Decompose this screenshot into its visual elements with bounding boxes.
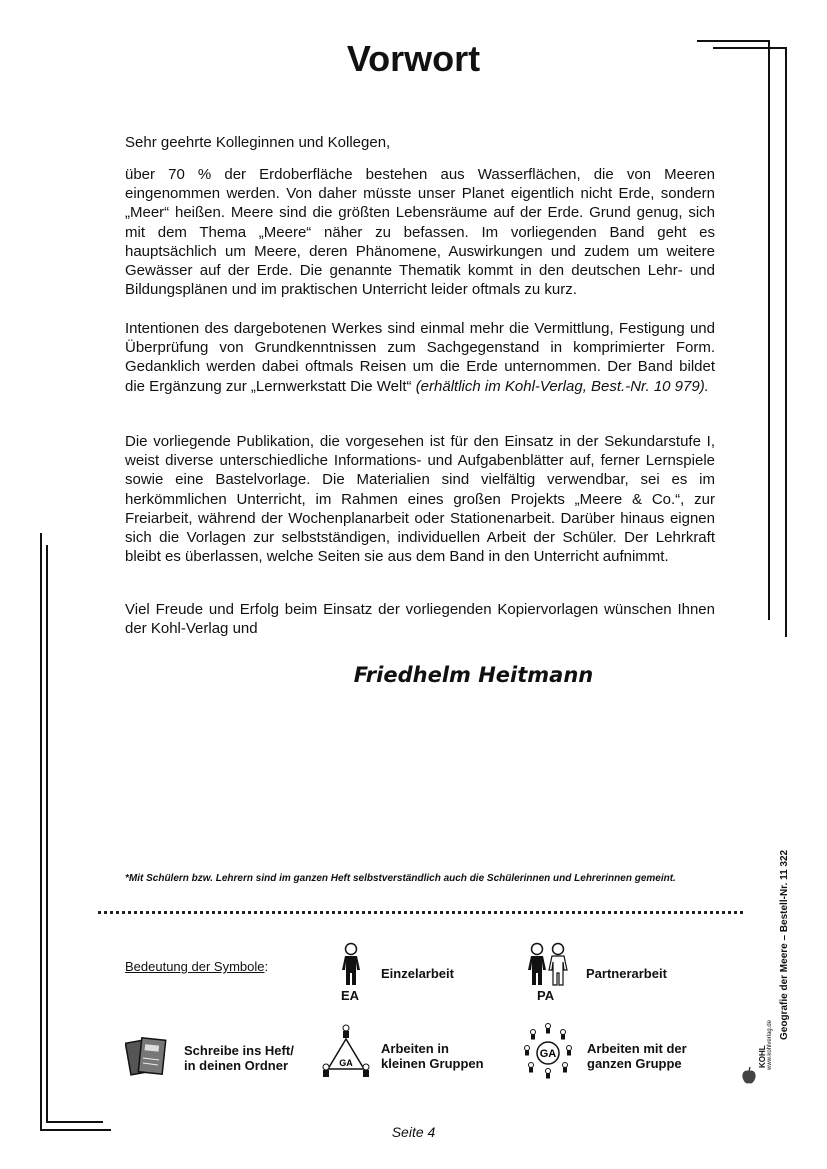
frame-left-v2 bbox=[46, 545, 48, 1123]
ga-big-label: Arbeiten mit der ganzen Gruppe bbox=[587, 1041, 687, 1071]
pa-abbr: PA bbox=[537, 988, 555, 1003]
heft-label: Schreibe ins Heft/ in deinen Ordner bbox=[184, 1043, 294, 1073]
small-group-icon bbox=[320, 1022, 372, 1080]
greeting: Sehr geehrte Kolleginnen und Kollegen, bbox=[125, 134, 391, 151]
single-person-icon bbox=[336, 941, 366, 987]
frame-bottom-left-h2 bbox=[46, 1121, 103, 1123]
page-number: Seite 4 bbox=[391, 1124, 436, 1140]
side-order-text: Geografie der Meere – Bestell-Nr. 11 322 bbox=[779, 849, 790, 1040]
frame-right-v1 bbox=[768, 40, 770, 620]
publisher-logo-text: KOHL bbox=[758, 1045, 767, 1068]
frame-left-v1 bbox=[40, 533, 42, 1131]
paragraph-1: über 70 % der Erdoberfläche bestehen aus Wasserflächen, die von Meeren eingenommen werden. Von daher müsste unser Planet eigentlich nicht Erde, sondern „Meer“ heißen. Meere sind die größten Lebensräume auf der Erde. Grund genug, sich mit dem Thema „Meere“ näher zu befassen. Im vorliegenden Band geht es hauptsächlich um Meere, deren Phänomene, Auswirkungen und zudem um weitere Gewässer auf der Erde. Die genannte Thematik kommt in den deutschen Lehr- und Bildungsplänen und im praktischen Unterricht leider oftmals zu kurz. bbox=[125, 166, 715, 299]
publisher-logo bbox=[741, 1018, 773, 1088]
ga-small-badge: GA bbox=[339, 1058, 353, 1068]
paragraph-3: Die vorliegende Publikation, die vorgesehen ist für den Einsatz in der Sekundarstufe I, weist diverse unterschiedliche Informations- und Aufgabenblätter auf, ferner Lernspiele sowie eine Bastelvorlage. Die Materialien sind vielfältig verwendbar, sei es im herkömmlichen Unterricht, im Rahmen eines großen Projekts „Meere & Co.“, zur Freiarbeit, während der Wochenplanarbeit oder Stationenarbeit. Darüber hinaus eignen sich die Vorlagen zur selbstständigen, individuellen Arbeit der Schüler. Der Lehrkraft bleibt es überlassen, welche Seiten sie aus dem Band in den Unterricht aufnimmt. bbox=[125, 433, 715, 566]
paragraph-4: Viel Freude und Erfolg beim Einsatz der vorliegenden Kopiervorlagen wünschen Ihnen der Kohl-Verlag und bbox=[125, 601, 715, 638]
ea-abbr: EA bbox=[341, 988, 360, 1003]
whole-group-icon bbox=[523, 1021, 575, 1079]
ea-label: Einzelarbeit bbox=[381, 966, 454, 981]
ga-small-label: Arbeiten in kleinen Gruppen bbox=[381, 1041, 484, 1071]
page-title: Vorwort bbox=[346, 38, 481, 79]
legend-title: Bedeutung der Symbole: bbox=[125, 959, 269, 974]
paragraph-2 bbox=[125, 319, 715, 396]
two-persons-icon bbox=[526, 941, 570, 987]
paragraph-2-text: Intentionen des dargebotenen Werkes sind einmal mehr die Vermittlung, Festigung und Überprüfung von Grundkenntnissen zum Sachgegenstand in komprimierter Form. Gedanklich werden dabei oftmals Reisen um die Erde unternommen. Der Band bildet die Ergänzung zur „Lernwerkstatt Die Welt“ bbox=[125, 320, 715, 395]
footnote: *Mit Schülern bzw. Lehrern sind im ganzen Heft selbstverständlich auch die Schülerinnen und Lehrerinnen gemeint. bbox=[125, 873, 676, 884]
paragraph-2-italic: (erhältlich im Kohl-Verlag, Best.-Nr. 10 979). bbox=[415, 377, 709, 395]
dotted-divider bbox=[98, 911, 743, 914]
frame-right-v2 bbox=[785, 47, 787, 637]
publisher-url: www.kohlverlag.de bbox=[767, 1019, 773, 1070]
notebook-icon bbox=[125, 1036, 169, 1078]
pa-label: Partnerarbeit bbox=[586, 966, 667, 981]
signature: Friedhelm Heitmann bbox=[353, 663, 594, 687]
publisher-apple-icon bbox=[741, 1066, 757, 1086]
ga-big-badge: GA bbox=[539, 1048, 557, 1060]
